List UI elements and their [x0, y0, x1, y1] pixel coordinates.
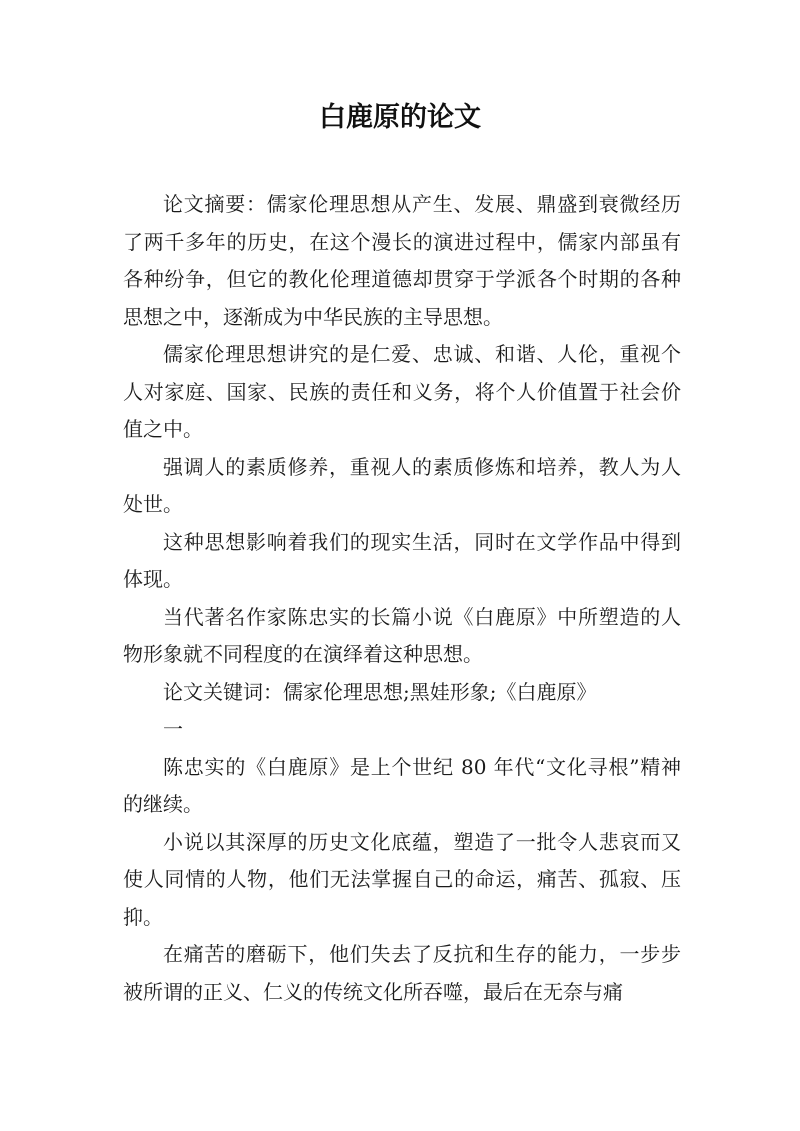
- paragraph: 小说以其深厚的历史文化底蕴，塑造了一批令人悲哀而又使人同情的人物，他们无法掌握自己的命运，痛苦、孤寂、压抑。: [123, 829, 681, 929]
- paragraph: 在痛苦的磨砺下，他们失去了反抗和生存的能力，一步步被所谓的正义、仁义的传统文化所吞噬，最后在无奈与痛: [123, 942, 681, 1004]
- paragraph: 陈忠实的《白鹿原》是上个世纪 80 年代“文化寻根”精神的继续。: [123, 754, 681, 816]
- document-body: [123, 186, 681, 1011]
- paragraph-abstract: 论文摘要：儒家伦理思想从产生、发展、鼎盛到衰微经历了两千多年的历史，在这个漫长的演进过程中，儒家内部虽有各种纷争，但它的教化伦理道德却贯穿于学派各个时期的各种思想之中，逐渐成为中华民族的主导思想。: [123, 192, 681, 329]
- document-title: 白鹿原的论文: [319, 102, 481, 133]
- paragraph: 儒家伦理思想讲究的是仁爱、忠诚、和谐、人伦，重视个人对家庭、国家、民族的责任和义务，将个人价值置于社会价值之中。: [123, 342, 681, 441]
- paragraph-keywords: 论文关键词：儒家伦理思想;黑娃形象;《白鹿原》: [163, 679, 597, 704]
- paragraph: 强调人的素质修养，重视人的素质修炼和培养，教人为人处世。: [123, 454, 681, 516]
- section-number: 一: [163, 717, 183, 741]
- paragraph: 这种思想影响着我们的现实生活，同时在文学作品中得到体现。: [123, 529, 681, 591]
- paragraph: 当代著名作家陈忠实的长篇小说《白鹿原》中所塑造的人物形象就不同程度的在演绎着这种思想。: [123, 604, 681, 666]
